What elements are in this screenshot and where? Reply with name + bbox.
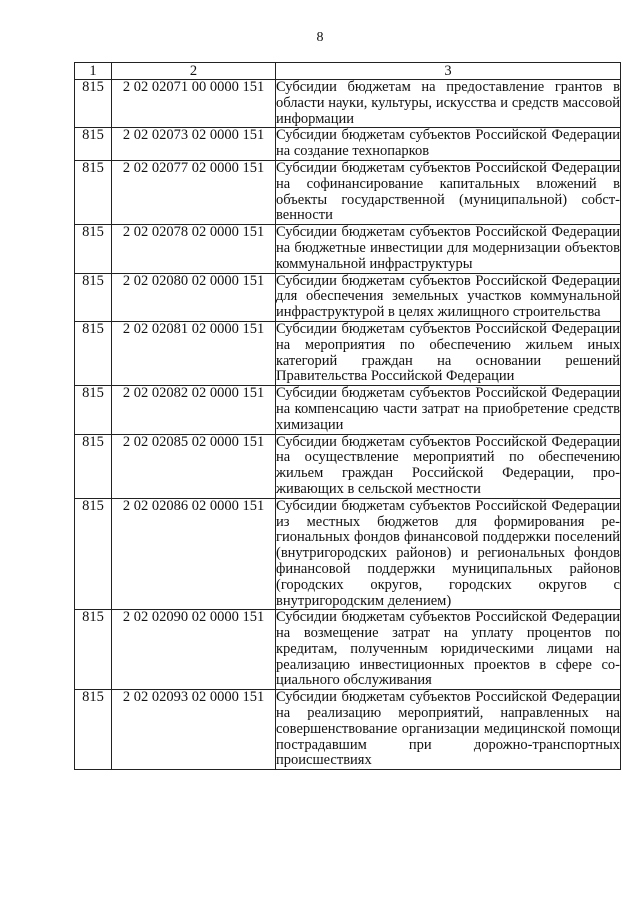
table-row: [75, 80, 621, 128]
revenue-code-cell: 2 02 02090 02 0000 151: [112, 610, 276, 690]
admin-code-cell: 815: [75, 386, 112, 434]
table-row: [75, 498, 621, 610]
admin-code-cell: 815: [75, 690, 112, 770]
table-row: [75, 434, 621, 498]
description-cell: Субсидии бюджетам субъектов Российской Федерации на софинансирование капитальных вложений в объекты государственной (муниципальной) собственности: [276, 159, 620, 224]
table-row: [75, 610, 621, 690]
description-cell: Субсидии бюджетам на предоставление грантов в области науки, культуры, искусства и средств массовой информации: [276, 79, 620, 127]
description-cell: Субсидии бюджетам субъектов Российской Федерации на осуществление мероприятий по обеспечению жильем граждан Российской Федерации, проживающих в сельской местности: [276, 433, 620, 497]
revenue-code-cell: 2 02 02077 02 0000 151: [112, 160, 276, 224]
admin-code-cell: 815: [75, 160, 112, 224]
description-cell: Субсидии бюджетам субъектов Российской Федерации на мероприятия по обеспечению жильем иных категорий граждан на основании решений Правительства Российской Федерации: [276, 320, 620, 385]
revenue-code-cell: 2 02 02093 02 0000 151: [112, 690, 276, 770]
revenue-code-cell: 2 02 02082 02 0000 151: [112, 386, 276, 434]
admin-code-cell: 815: [75, 498, 112, 610]
admin-code-cell: 815: [75, 434, 112, 498]
header-col-1: 1: [75, 63, 112, 80]
table-row: [75, 273, 621, 321]
header-col-2: 2: [112, 63, 276, 80]
admin-code-cell: 815: [75, 273, 112, 321]
description-cell: Субсидии бюджетам субъектов Российской Федерации на компенсацию части затрат на приобретение средств химизации: [276, 385, 620, 433]
admin-code-cell: 815: [75, 128, 112, 161]
table-row: [75, 386, 621, 434]
description-cell: Субсидии бюджетам субъектов Российской Федерации из местных бюджетов для формирования региональных фондов финансовой поддержки поселений (внутригородских районов) и региональных фондов финансовой поддержки муниципальных районов (городских округов, городских округов с внутригородским делением): [276, 497, 620, 609]
table-row: [75, 128, 621, 161]
revenue-code-cell: 2 02 02078 02 0000 151: [112, 225, 276, 273]
revenue-code-cell: 2 02 02085 02 0000 151: [112, 434, 276, 498]
admin-code-cell: 815: [75, 80, 112, 128]
table-row: [75, 321, 621, 385]
table-row: [75, 160, 621, 224]
revenue-code-cell: 2 02 02073 02 0000 151: [112, 128, 276, 161]
revenue-code-cell: 2 02 02071 00 0000 151: [112, 80, 276, 128]
revenue-code-cell: 2 02 02080 02 0000 151: [112, 273, 276, 321]
budget-classification-table: [74, 62, 621, 770]
admin-code-cell: 815: [75, 225, 112, 273]
header-col-3: 3: [276, 63, 621, 80]
revenue-code-cell: 2 02 02086 02 0000 151: [112, 498, 276, 610]
admin-code-cell: 815: [75, 321, 112, 385]
revenue-code-cell: 2 02 02081 02 0000 151: [112, 321, 276, 385]
description-cell: Субсидии бюджетам субъектов Российской Федерации на создание технопарков: [276, 127, 620, 160]
table-row: [75, 225, 621, 273]
page-number: 8: [316, 30, 324, 45]
description-cell: Субсидии бюджетам субъектов Российской Федерации на бюджетные инвестиции для модернизации объектов коммунальной инфраструктуры: [276, 224, 620, 272]
description-cell: Субсидии бюджетам субъектов Российской Федерации для обеспечения земельных участков коммунальной инфраструктурой в целях жилищного строительства: [276, 272, 620, 321]
table-header-row: [75, 63, 621, 80]
table-row: [75, 690, 621, 770]
description-cell: Субсидии бюджетам субъектов Российской Федерации на реализацию мероприятий, направленных на совершенствование организации медицинской помощи пострадавшим при дорожно-транспортных происшествиях: [276, 689, 620, 769]
admin-code-cell: 815: [75, 610, 112, 690]
description-cell: Субсидии бюджетам субъектов Российской Федерации на возмещение затрат на уплату процентов по кредитам, полученным юридическими лицами на реализацию инвестиционных проектов в сфере социального обслуживания: [276, 609, 620, 689]
